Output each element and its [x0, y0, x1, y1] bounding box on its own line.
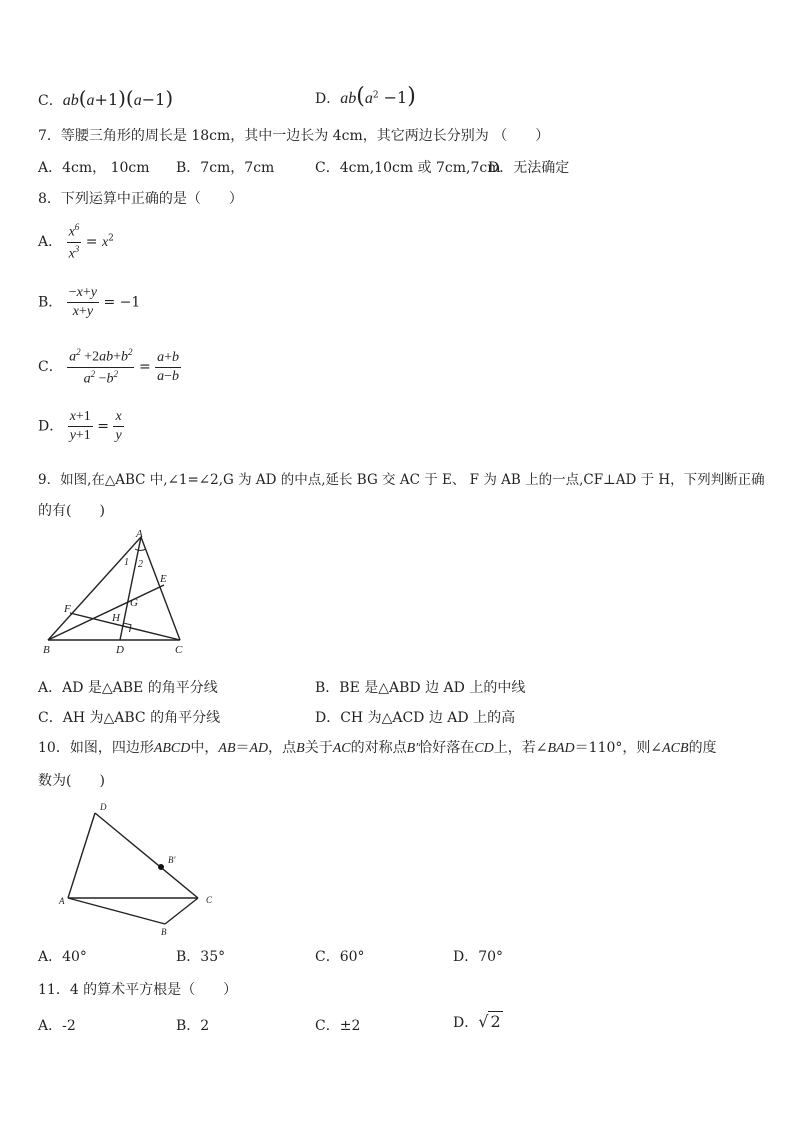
q9-stem-line1: 9．如图,在△ABC 中,∠1=∠2,G 为 AD 的中点,延长 BG 交 AC 于 E、 F 为 AB 上的一点,CF⊥AD 于 H，下列判断正确 [38, 472, 765, 488]
label-a: A [59, 896, 65, 906]
q10-var: CD [474, 741, 494, 756]
point-b-prime [158, 864, 164, 870]
q11-option-c: C．±2 [315, 1018, 361, 1034]
q7-option-a: A．4cm， 10cm [38, 160, 150, 176]
q10-text: 关于 [304, 740, 333, 756]
label-b: B [161, 927, 167, 937]
q8-option-d: D． $\frac{x+1}{y+1}$ = $\frac{x}{y}$ [38, 409, 122, 443]
q6-option-d: D．$ab(a^2 -1)$ [315, 84, 416, 109]
q8-option-a: A． $\frac{x^6}{x^3}$ = $x^2$ [38, 222, 114, 262]
q7-option-b: B．7cm，7cm [176, 160, 275, 176]
q10-option-c: C．60° [315, 949, 365, 965]
q10-var: B′ [406, 741, 419, 756]
seg-ab [68, 898, 165, 924]
q10-text: 的对称点 [350, 740, 407, 756]
option-label: C． [38, 359, 63, 376]
q10-text: 的度 [688, 740, 717, 756]
q10-figure [55, 798, 225, 938]
q6-option-c: C．ab(a+1)(a−1) [38, 86, 174, 110]
q10-option-d: D．70° [453, 949, 504, 965]
label-a: A [136, 528, 143, 540]
q10-text: 10．如图，四边形 [38, 740, 154, 756]
label-f: F [64, 603, 71, 615]
label-b: B [43, 644, 50, 656]
label-d: D [100, 802, 107, 812]
q9-figure [40, 525, 200, 660]
q10-var: ACB [662, 741, 689, 756]
q9-option-a: A．AD 是△ABE 的角平分线 [38, 680, 218, 696]
q10-text: ，点 [268, 740, 297, 756]
label-2: 2 [138, 559, 143, 570]
label-c: C [206, 895, 213, 905]
q8-stem: 8．下列运算中正确的是（ ） [38, 191, 243, 207]
q9-option-c: C．AH 为△ABC 的角平分线 [38, 710, 221, 726]
angle-arc [135, 549, 146, 551]
seg-dc [95, 813, 198, 898]
label-g: G [130, 597, 138, 609]
q9-option-d: D．CH 为△ACD 边 AD 上的高 [315, 710, 516, 726]
q10-text: 上，若∠ [493, 740, 548, 756]
q10-var: AD [249, 741, 269, 756]
option-label: B． [38, 294, 63, 311]
option-label: D． [38, 418, 64, 435]
q11-option-b: B．2 [176, 1018, 210, 1034]
seg-ac [141, 537, 180, 640]
option-label: A． [38, 234, 63, 251]
label-b-prime: B′ [168, 855, 176, 865]
sqrt-two: √ 2 [478, 1012, 501, 1031]
q10-var: BAD [547, 741, 575, 756]
q11-option-a: A．-2 [38, 1018, 76, 1034]
q10-var: AC [332, 741, 351, 756]
q8-option-c: C． $\frac{a^2 +2ab+b^2}{a^2 -b^2}$ = $\frac{a+b}{a-b}$ [38, 347, 180, 387]
q10-option-a: A．40° [38, 949, 87, 965]
seg-bc [165, 898, 198, 924]
label-c: C [175, 644, 183, 656]
q10-text: 中， [190, 740, 219, 756]
q10-text: 恰好落在 [418, 740, 475, 756]
q7-option-c: C．4cm,10cm 或 7cm,7cm [315, 160, 501, 176]
q8-option-b: B． $\frac{-x+y}{x+y}$ = −1 [38, 285, 141, 319]
q10-var: ABCD [153, 741, 191, 756]
q9-option-b: B．BE 是△ABD 边 AD 上的中线 [315, 680, 526, 696]
q7-stem: 7．等腰三角形的周长是 18cm，其中一边长为 4cm，其它两边长分别为 （ ） [38, 128, 550, 144]
label-d: D [116, 644, 124, 656]
q11-option-d [453, 1012, 503, 1032]
q10-text: ＝110°，则∠ [574, 740, 663, 756]
option-label: D． [315, 91, 341, 107]
q10-stem-line1 [38, 737, 717, 757]
seg-ab [48, 537, 141, 640]
q10-text: ＝ [235, 740, 250, 756]
label-h: H [112, 612, 120, 624]
label-e: E [160, 573, 167, 585]
q11-stem: 11．4 的算术平方根是（ ） [38, 982, 238, 998]
q7-option-d: D．无法确定 [488, 160, 570, 176]
seg-ad [68, 813, 95, 898]
q9-stem-line2: 的有( ) [38, 503, 105, 519]
q10-stem-line2: 数为( ) [38, 773, 105, 789]
option-label: D． [453, 1015, 479, 1031]
option-label: C． [38, 93, 63, 109]
q10-var: B [296, 741, 305, 756]
label-1: 1 [124, 557, 129, 568]
q10-var: AB [218, 741, 236, 756]
q10-option-b: B．35° [176, 949, 226, 965]
